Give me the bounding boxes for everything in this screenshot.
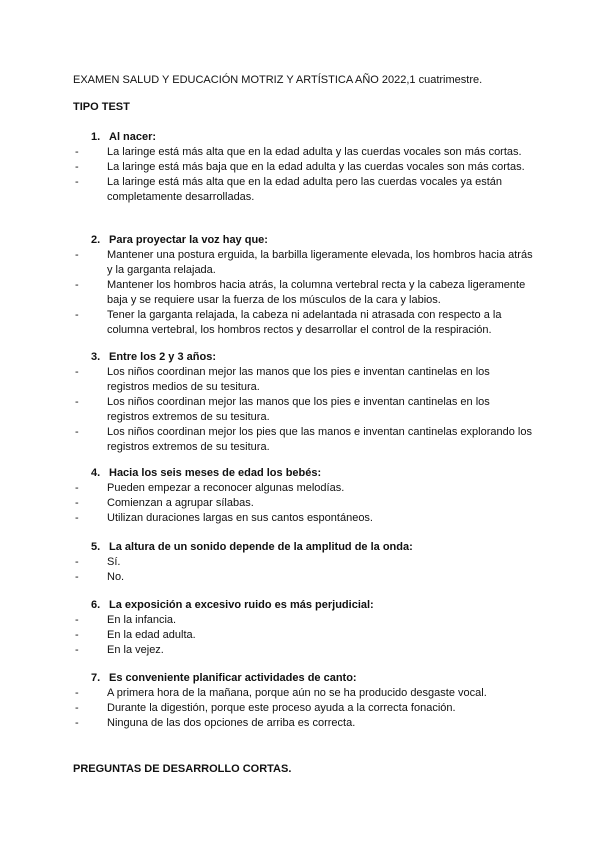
question-text: Al nacer: [109, 131, 157, 143]
question-text: Hacia los seis meses de edad los bebés: [109, 467, 322, 479]
answer-option: - Mantener una postura erguida, la barbilla ligeramente elevada, los hombros hacia atrás y la garganta relajada. [75, 249, 533, 276]
answer-option: - En la edad adulta. [75, 629, 196, 641]
bullet-dash: - [75, 309, 79, 321]
bullet-dash: - [75, 702, 79, 714]
bullet-dash: - [75, 629, 79, 641]
section-heading-tipo-test: TIPO TEST [73, 101, 130, 113]
answer-option: - Mantener los hombros hacia atrás, la columna vertebral recta y la cabeza ligeramente baja y se requiere usar la fuerza de los músculos de la cara y labios. [75, 279, 526, 306]
answer-option: - Los niños coordinan mejor los pies que las manos e inventan cantinelas explorando los registros extremos de su tesitura. [75, 426, 532, 453]
question-title [91, 130, 533, 145]
bullet-dash: - [75, 482, 79, 494]
bullet-dash: - [75, 687, 79, 699]
question-text: La altura de un sonido depende de la amplitud de la onda: [109, 541, 413, 553]
answer-option: - Los niños coordinan mejor las manos que los pies e inventan cantinelas en los registros medios de su tesitura. [75, 366, 490, 393]
question-text: La exposición a excesivo ruido es más perjudicial: [109, 599, 374, 611]
bullet-dash: - [75, 571, 79, 583]
answer-option: - Tener la garganta relajada, la cabeza ni adelantada ni atrasada con respecto a la columna vertebral, los hombros rectos y desarrollar el control de la respiración. [75, 309, 502, 336]
bullet-dash: - [75, 396, 79, 408]
question-number: 6. [91, 599, 101, 611]
question-text: Para proyectar la voz hay que: [109, 234, 268, 246]
bullet-dash: - [75, 366, 79, 378]
bullet-dash: - [75, 717, 79, 729]
answer-option: - Pueden empezar a reconocer algunas melodías. [75, 482, 345, 494]
question-1 [73, 130, 533, 205]
question-title [91, 671, 533, 686]
question-6 [73, 598, 533, 658]
question-5 [73, 540, 533, 585]
section-heading-desarrollo: PREGUNTAS DE DESARROLLO CORTAS. [73, 763, 292, 775]
question-number: 7. [91, 672, 101, 684]
bullet-dash: - [75, 249, 79, 261]
question-number: 2. [91, 234, 101, 246]
answer-option: - En la infancia. [75, 614, 177, 626]
question-title [91, 598, 533, 613]
answer-option: - En la vejez. [75, 644, 164, 656]
answer-option: - La laringe está más alta que en la edad adulta pero las cuerdas vocales ya están completamente desarrolladas. [75, 176, 503, 203]
question-7 [73, 671, 533, 731]
question-number: 3. [91, 351, 101, 363]
question-4 [73, 466, 533, 526]
bullet-dash: - [75, 279, 79, 291]
bullet-dash: - [75, 497, 79, 509]
bullet-dash: - [75, 146, 79, 158]
question-text: Es conveniente planificar actividades de canto: [109, 672, 357, 684]
answer-option: - Utilizan duraciones largas en sus cantos espontáneos. [75, 512, 373, 524]
question-title [91, 540, 533, 555]
answer-option: - Durante la digestión, porque este proceso ayuda a la correcta fonación. [75, 702, 456, 714]
bullet-dash: - [75, 426, 79, 438]
answer-option: - Ninguna de las dos opciones de arriba es correcta. [75, 717, 356, 729]
bullet-dash: - [75, 176, 79, 188]
answer-option: - No. [75, 571, 125, 583]
answer-option: - A primera hora de la mañana, porque aún no se ha producido desgaste vocal. [75, 687, 487, 699]
bullet-dash: - [75, 512, 79, 524]
bullet-dash: - [75, 614, 79, 626]
answer-option: - La laringe está más alta que en la edad adulta y las cuerdas vocales son más cortas. [75, 146, 522, 158]
question-number: 5. [91, 541, 101, 553]
bullet-dash: - [75, 644, 79, 656]
answer-option: - Comienzan a agrupar sílabas. [75, 497, 254, 509]
answer-option: - La laringe está más baja que en la edad adulta y las cuerdas vocales son más cortas. [75, 161, 525, 173]
question-2 [73, 233, 533, 338]
bullet-dash: - [75, 556, 79, 568]
question-3 [73, 350, 533, 455]
answer-option: - Sí. [75, 556, 121, 568]
question-number: 1. [91, 131, 101, 143]
question-title [91, 466, 533, 481]
question-title [91, 233, 533, 248]
question-title [91, 350, 533, 365]
answer-option: - Los niños coordinan mejor las manos que los pies e inventan cantinelas en los registros extremos de su tesitura. [75, 396, 490, 423]
question-number: 4. [91, 467, 101, 479]
question-text: Entre los 2 y 3 años: [109, 351, 216, 363]
exam-title: EXAMEN SALUD Y EDUCACIÓN MOTRIZ Y ARTÍSTICA AÑO 2022,1 cuatrimestre. [73, 74, 483, 86]
bullet-dash: - [75, 161, 79, 173]
